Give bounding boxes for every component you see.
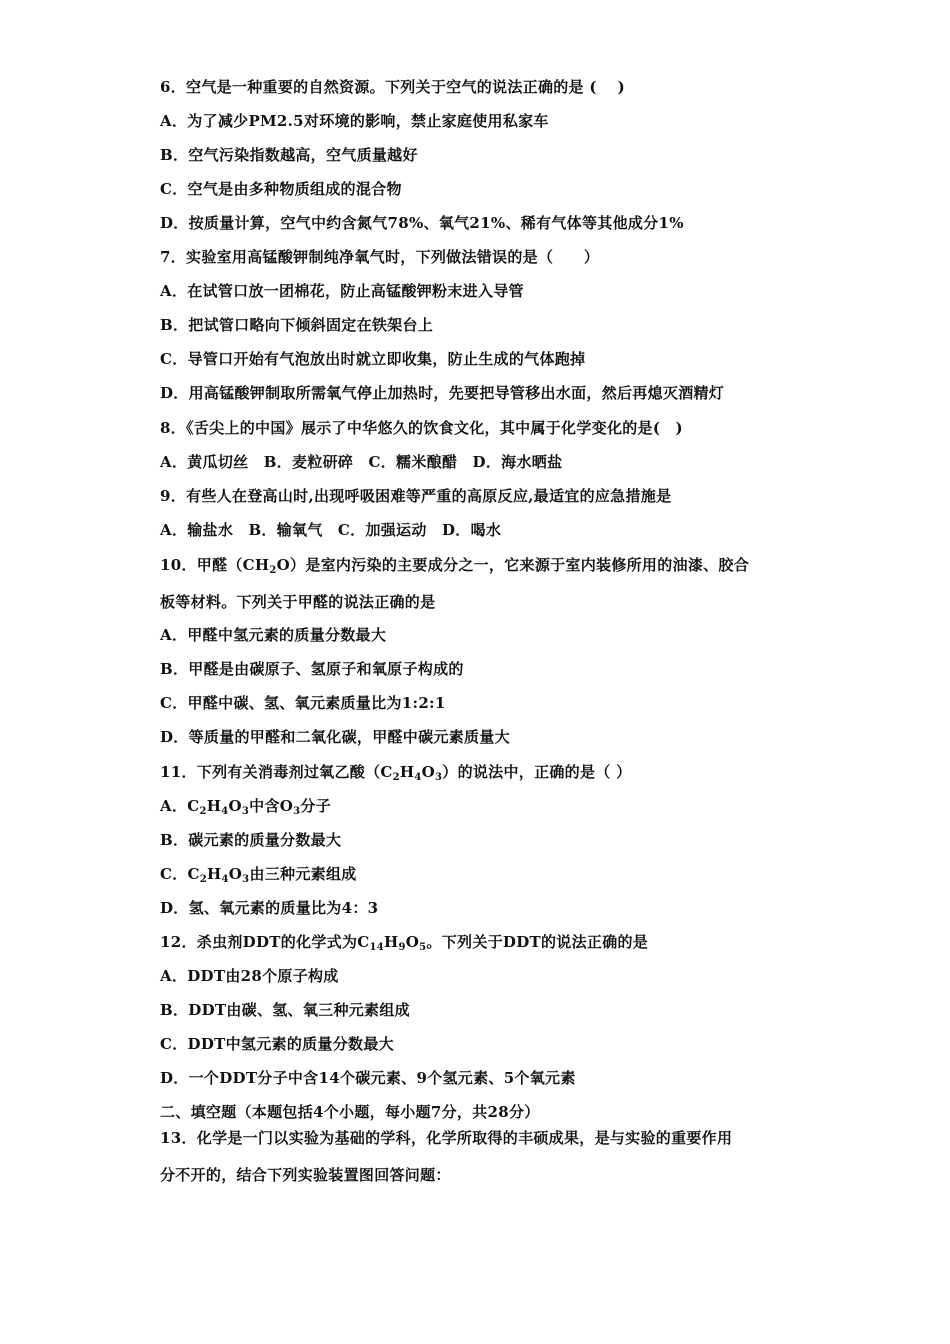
q10-stem-line2: 板等材料。下列关于甲醛的说法正确的是 [160,593,436,611]
q7-stem: 7．实验室用高锰酸钾制纯净氧气时，下列做法错误的是（ ） [160,248,600,266]
q12-option-b: B．DDT由碳、氢、氧三种元素组成 [160,1001,410,1019]
q7-option-a: A．在试管口放一团棉花，防止高锰酸钾粉末进入导管 [160,282,524,300]
q12-option-a: A．DDT由28个原子构成 [160,967,339,985]
q10-option-b: B．甲醛是由碳原子、氢原子和氧原子构成的 [160,660,464,678]
q10-stem: 10．甲醛$(CH_2O)$是室内污染的主要成分之一，它来源于室内装修所用的油漆、胶合 [160,556,750,576]
q8-stem: 8．《舌尖上的中国》展示了中华悠久的饮食文化，其中属于化学变化的是( ) [160,419,683,437]
q10-option-a: A．甲醛中氢元素的质量分数最大 [160,626,387,644]
section-title: 二、填空题（本题包括4个小题，每小题7分，共28分） [160,1103,540,1121]
q11-stem: 11．下列有关消毒剂过氧乙酸$(C_2H_4O_3)$的说法中，正确的是（ ） [160,763,632,783]
q10-option-c: C．甲醛中碳、氢、氧元素质量比为1:2:1 [160,694,446,712]
q8-options: A．黄瓜切丝 B．麦粒研碎 C．糯米酿醋 D．海水晒盐 [160,453,563,471]
q11-option-a: A．$C_2H_4O_3$中含$O_3$分子 [160,797,331,817]
q6-option-c: C．空气是由多种物质组成的混合物 [160,180,402,198]
q13-stem-line2: 分不开的，结合下列实验装置图回答问题： [160,1166,451,1184]
q13-stem: 13．化学是一门以实验为基础的学科，化学所取得的丰硕成果，是与实验的重要作用 [160,1129,733,1147]
q9-stem: 9．有些人在登高山时,出现呼吸困难等严重的高原反应,最适宜的应急措施是 [160,487,672,505]
q11-option-b: B．碳元素的质量分数最大 [160,831,342,849]
q7-option-c: C．导管口开始有气泡放出时就立即收集，防止生成的气体跑掉 [160,350,586,368]
q10-option-d: D．等质量的甲醛和二氧化碳，甲醛中碳元素质量大 [160,728,510,746]
q12-option-d: D．一个DDT分子中含14个碳元素、9个氢元素、5个氧元素 [160,1069,576,1087]
q12-stem: 12．杀虫剂DDT的化学式为$C_{14}H_9O_5$。下列关于DDT的说法正确的是 [160,933,649,953]
q7-option-b: B．把试管口略向下倾斜固定在铁架台上 [160,316,434,334]
q6-stem: 6．空气是一种重要的自然资源。下列关于空气的说法正确的是 ( ) [160,78,625,96]
q12-option-c: C．DDT中氢元素的质量分数最大 [160,1035,394,1053]
q11-option-c: C．$C_2H_4O_3$由三种元素组成 [160,865,357,885]
q6-option-a: A．为了减少PM2.5对环境的影响，禁止家庭使用私家车 [160,112,549,130]
q9-options: A．输盐水 B．输氧气 C．加强运动 D．喝水 [160,521,502,539]
q6-option-d: D．按质量计算，空气中约含氮气78%、氧气21%、稀有气体等其他成分1% [160,214,684,232]
q6-option-b: B．空气污染指数越高，空气质量越好 [160,146,418,164]
q11-option-d: D．氢、氧元素的质量比为4：3 [160,899,379,917]
q7-option-d: D．用高锰酸钾制取所需氧气停止加热时，先要把导管移出水面，然后再熄灭酒精灯 [160,384,725,402]
